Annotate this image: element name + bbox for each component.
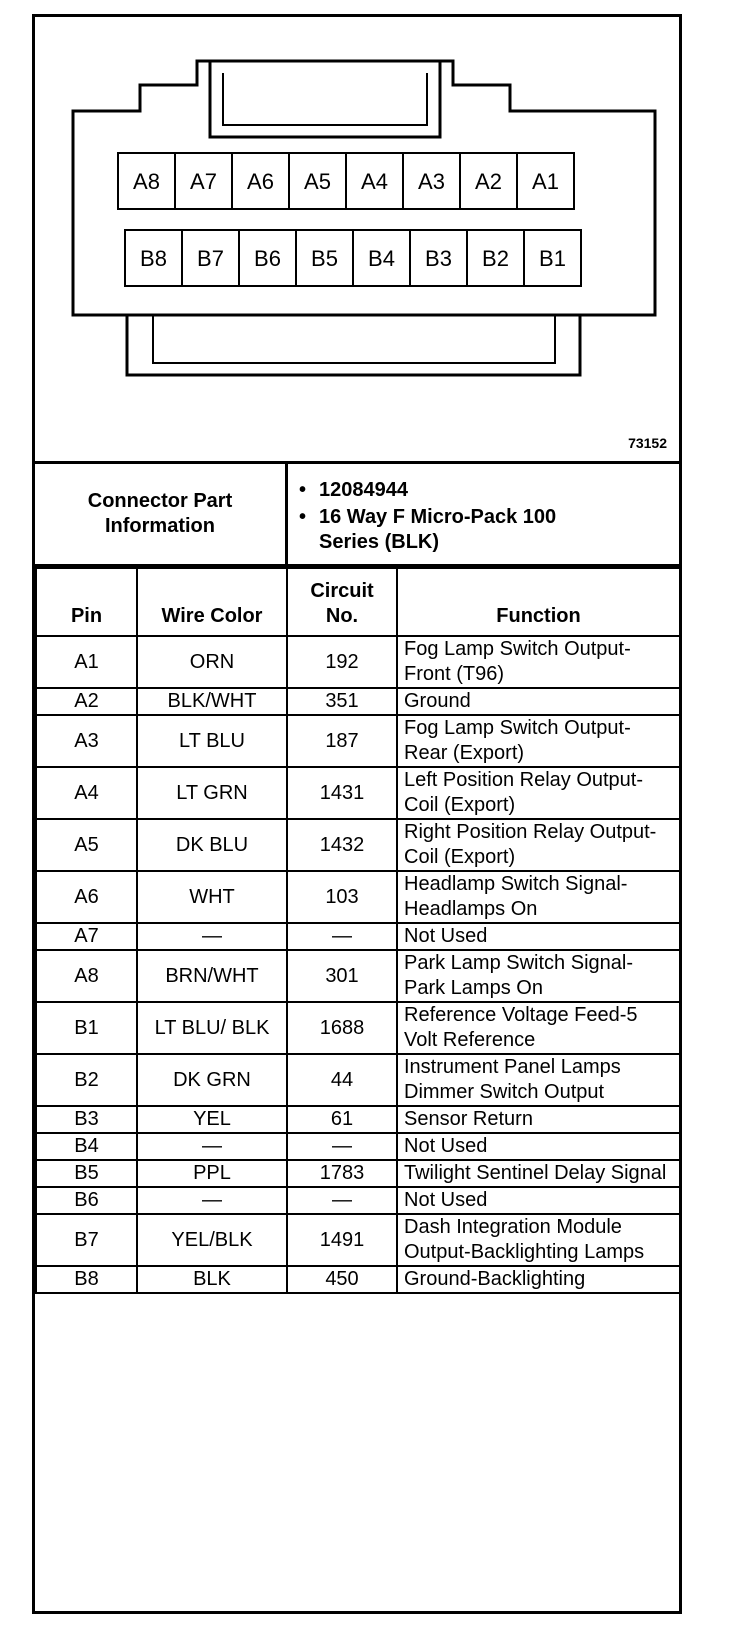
pin-label: A2	[475, 169, 502, 194]
table-row	[36, 715, 680, 767]
wire-color-cell: ORN	[137, 636, 287, 688]
pin-cell: B6	[36, 1187, 137, 1214]
pin-cell: A1	[36, 636, 137, 688]
circuit-no-cell: 61	[287, 1106, 397, 1133]
pin-label: B5	[311, 246, 338, 271]
pin-cell: A7	[36, 923, 137, 950]
header-circuit-line2: No.	[325, 605, 359, 627]
bottom-tab-outline	[127, 315, 580, 375]
circuit-no-cell: 351	[287, 688, 397, 715]
connector-info-values	[297, 478, 677, 557]
wire-color-cell: LT BLU/ BLK	[137, 1002, 287, 1054]
wire-color-cell: DK GRN	[137, 1054, 287, 1106]
table-row	[36, 767, 680, 819]
pin-cell: B2	[36, 1054, 137, 1106]
pin-cell: A2	[36, 688, 137, 715]
circuit-no-cell: 1783	[287, 1160, 397, 1187]
connector-description: • 16 Way F Micro-Pack 100 Series (BLK)	[297, 505, 579, 555]
table-row	[36, 1214, 680, 1266]
table-row	[36, 1106, 680, 1133]
header-wire-color: Wire Color	[137, 568, 287, 636]
wire-color-cell: —	[137, 1187, 287, 1214]
table-row	[36, 1002, 680, 1054]
function-cell: Sensor Return	[397, 1106, 680, 1133]
wire-color-cell: LT GRN	[137, 767, 287, 819]
pin-label: A6	[247, 169, 274, 194]
pin-cell: B4	[36, 1133, 137, 1160]
pin-label: A4	[361, 169, 388, 194]
pin-cell: A8	[36, 950, 137, 1002]
table-row	[36, 1160, 680, 1187]
wire-color-cell: PPL	[137, 1160, 287, 1187]
part-number: • 12084944	[297, 478, 677, 503]
pin-label: A7	[190, 169, 217, 194]
function-cell: Not Used	[397, 1133, 680, 1160]
bottom-tab-inner	[153, 315, 555, 363]
table-row	[36, 819, 680, 871]
pin-label: B3	[425, 246, 452, 271]
pin-label: B6	[254, 246, 281, 271]
wire-color-cell: —	[137, 1133, 287, 1160]
header-function: Function	[397, 568, 680, 636]
pin-cell: B7	[36, 1214, 137, 1266]
pin-row-a	[118, 153, 574, 209]
circuit-no-cell: —	[287, 1187, 397, 1214]
connector-info-label	[35, 464, 288, 564]
table-row	[36, 1266, 680, 1293]
wire-color-cell: BRN/WHT	[137, 950, 287, 1002]
pin-label: B7	[197, 246, 224, 271]
wire-color-cell: YEL	[137, 1106, 287, 1133]
function-cell: Right Position Relay Output-Coil (Export)	[397, 819, 680, 871]
function-cell: Twilight Sentinel Delay Signal	[397, 1160, 680, 1187]
connector-face-drawing	[35, 17, 679, 461]
pin-cell: B8	[36, 1266, 137, 1293]
connector-part-info	[35, 464, 679, 567]
pin-label: A1	[532, 169, 559, 194]
wire-color-cell: BLK	[137, 1266, 287, 1293]
function-cell: Park Lamp Switch Signal-Park Lamps On	[397, 950, 680, 1002]
pin-cell: A5	[36, 819, 137, 871]
circuit-no-cell: 187	[287, 715, 397, 767]
table-row	[36, 688, 680, 715]
circuit-no-cell: —	[287, 1133, 397, 1160]
pin-label: A8	[133, 169, 160, 194]
pin-cell: B1	[36, 1002, 137, 1054]
pin-cell: A4	[36, 767, 137, 819]
circuit-no-cell: 1432	[287, 819, 397, 871]
wire-color-cell: BLK/WHT	[137, 688, 287, 715]
circuit-no-cell: 1491	[287, 1214, 397, 1266]
circuit-no-cell: 301	[287, 950, 397, 1002]
circuit-no-cell: 192	[287, 636, 397, 688]
latch-inner-outline	[223, 73, 427, 125]
function-cell: Fog Lamp Switch Output-Front (T96)	[397, 636, 680, 688]
pin-cell: A6	[36, 871, 137, 923]
function-cell: Headlamp Switch Signal-Headlamps On	[397, 871, 680, 923]
table-row	[36, 950, 680, 1002]
pin-row-b	[125, 230, 581, 286]
wire-color-cell: YEL/BLK	[137, 1214, 287, 1266]
function-cell: Dash Integration Module Output-Backlighting Lamps	[397, 1214, 680, 1266]
circuit-no-cell: 103	[287, 871, 397, 923]
pinout-table	[35, 567, 681, 1294]
function-cell: Reference Voltage Feed-5 Volt Reference	[397, 1002, 680, 1054]
header-circuit-line1: Circuit	[310, 580, 374, 602]
wire-color-cell: DK BLU	[137, 819, 287, 871]
circuit-no-cell: 44	[287, 1054, 397, 1106]
figure-number: 73152	[628, 435, 667, 451]
pin-cell: B5	[36, 1160, 137, 1187]
function-cell: Ground-Backlighting	[397, 1266, 680, 1293]
table-header-row	[36, 568, 680, 636]
function-cell: Not Used	[397, 923, 680, 950]
connector-info-label-line2: Information	[105, 515, 215, 537]
wire-color-cell: WHT	[137, 871, 287, 923]
pin-label: B1	[539, 246, 566, 271]
function-cell: Ground	[397, 688, 680, 715]
pin-label: A3	[418, 169, 445, 194]
pin-label: B2	[482, 246, 509, 271]
connector-info-label-line1: Connector Part	[87, 490, 233, 512]
function-cell: Fog Lamp Switch Output-Rear (Export)	[397, 715, 680, 767]
pin-cell: A3	[36, 715, 137, 767]
wire-color-cell: —	[137, 923, 287, 950]
circuit-no-cell: 1431	[287, 767, 397, 819]
header-circuit-no	[287, 568, 397, 636]
table-row	[36, 1187, 680, 1214]
circuit-no-cell: 1688	[287, 1002, 397, 1054]
table-row	[36, 871, 680, 923]
pin-cell: B3	[36, 1106, 137, 1133]
pin-label: B4	[368, 246, 395, 271]
circuit-no-cell: 450	[287, 1266, 397, 1293]
connector-diagram	[35, 17, 679, 464]
table-row	[36, 636, 680, 688]
wire-color-cell: LT BLU	[137, 715, 287, 767]
table-row	[36, 923, 680, 950]
pin-label: A5	[304, 169, 331, 194]
connector-sheet	[32, 14, 682, 1614]
table-row	[36, 1054, 680, 1106]
circuit-no-cell: —	[287, 923, 397, 950]
header-pin: Pin	[36, 568, 137, 636]
function-cell: Instrument Panel Lamps Dimmer Switch Output	[397, 1054, 680, 1106]
function-cell: Left Position Relay Output-Coil (Export)	[397, 767, 680, 819]
function-cell: Not Used	[397, 1187, 680, 1214]
table-row	[36, 1133, 680, 1160]
pin-label: B8	[140, 246, 167, 271]
